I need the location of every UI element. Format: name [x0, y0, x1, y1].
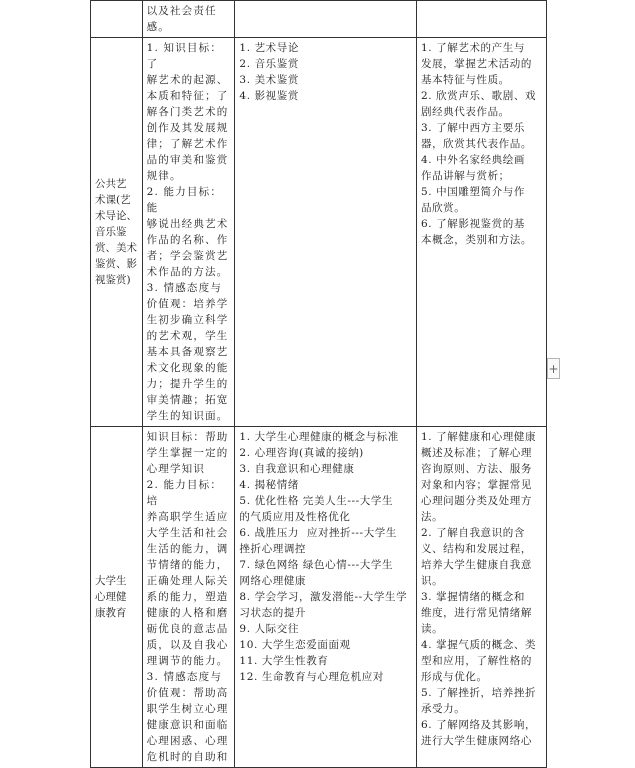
subject-cell: 公共艺 术课(艺 术导论、 音乐鉴 赏、美术 鉴赏、影 视鉴赏): [91, 38, 143, 427]
curriculum-table: [90, 0, 547, 768]
subject-cell: 大学生 心理健 康教育: [91, 427, 143, 768]
objectives-cell: [142, 427, 235, 768]
requirements-cell: [416, 1, 546, 38]
objectives-text: 知识目标：帮助 学生掌握一定的 心理学知识 2. 能力目标：培 养高职学生适应 大学生活和社会 生活的能力，调 节情绪的能力， 正确处理人际关 系的能力，塑造 健康的人格和磨 砺优良的意志品 质，以及自我心 理调节的能力。 3. 情感态度与 价值观：帮助高 职学生树立心理 健康意识和面临 心理困惑、心理 危机时的自助和: [146, 431, 229, 763]
contents-text: 1. 大学生心理健康的概念与标准 2. 心理咨询(真诚的接纳) 3. 自我意识和心理健康 4. 揭秘情绪 5. 优化性格 完美人生---大学生 的气质应用及性格优化 6. 战胜压力 应对挫折---大学生 挫折心理调控 7. 绿色网络 绿色心情---大学生 网络心理健康 8. 学会学习，激发潜能--大学生学 习状态的提升 9. 人际交往 10. 大学生恋爱面面观 11. 大学生性教育 12. 生命教育与心理危机应对: [239, 431, 408, 683]
contents-text: [235, 1, 416, 5]
requirements-cell: [416, 38, 546, 427]
table-row: [91, 38, 547, 427]
requirements-text: 1. 了解艺术的产生与 发展，掌握艺术活动的 基本特征与性质。 2. 欣赏声乐、歌剧、戏 剧经典代表作品。 3. 了解中西方主要乐 器，欣赏其代表作品。 4. 中外名家经典绘画 作品讲解与赏析； 5. 中国雕塑简介与作 品欣赏。 6. 了解影视鉴赏的基 本概念，类别和方法。: [420, 42, 537, 246]
objectives-text: 1. 知识目标：了 解艺术的起源、 本质和特征；了 解各门类艺术的 创作及其发展规 律；了解艺术作 品的审美和鉴赏 规律。 2. 能力目标：能 够说出经典艺术 作品的名称、作 者；学会鉴赏艺 术作品的方法。 3. 情感态度与 价值观：培养学 生初步确立科学 的艺术观，学生 基本具备观察艺 术文化现象的能 力；提升学生的 审美情趣；拓宽 学生的知识面。: [146, 42, 229, 422]
table-row: [91, 1, 547, 38]
requirements-text: [417, 1, 546, 5]
objectives-cell: [142, 38, 235, 427]
table-expand-button[interactable]: +: [547, 358, 560, 379]
objectives-cell: [142, 1, 235, 38]
contents-cell: [235, 38, 417, 427]
table-row: [91, 427, 547, 768]
requirements-text: 1. 了解健康和心理健康 概述及标准；了解心理 咨询原则、方法、服务 对象和内容；掌握常见 心理问题分类及处理方 法。 2. 了解自我意识的含 义、结构和发展过程， 培养大学生健康自我意 识。 3. 掌握情绪的概念和 维度，进行常见情绪解 读。 4. 掌握气质的概念、类 型和应用，了解性格的 形成与优化。 5. 了解挫折，培养挫折 承受力。 6. 了解网络及其影响， 进行大学生健康网络心: [420, 431, 537, 747]
subject-cell: [91, 1, 143, 38]
contents-text: 1. 艺术导论 2. 音乐鉴赏 3. 美术鉴赏 4. 影视鉴赏: [239, 42, 299, 102]
objectives-text: 以及社会责任 感。: [146, 5, 217, 33]
contents-cell: [235, 427, 417, 768]
contents-cell: [235, 1, 417, 38]
requirements-cell: [416, 427, 546, 768]
